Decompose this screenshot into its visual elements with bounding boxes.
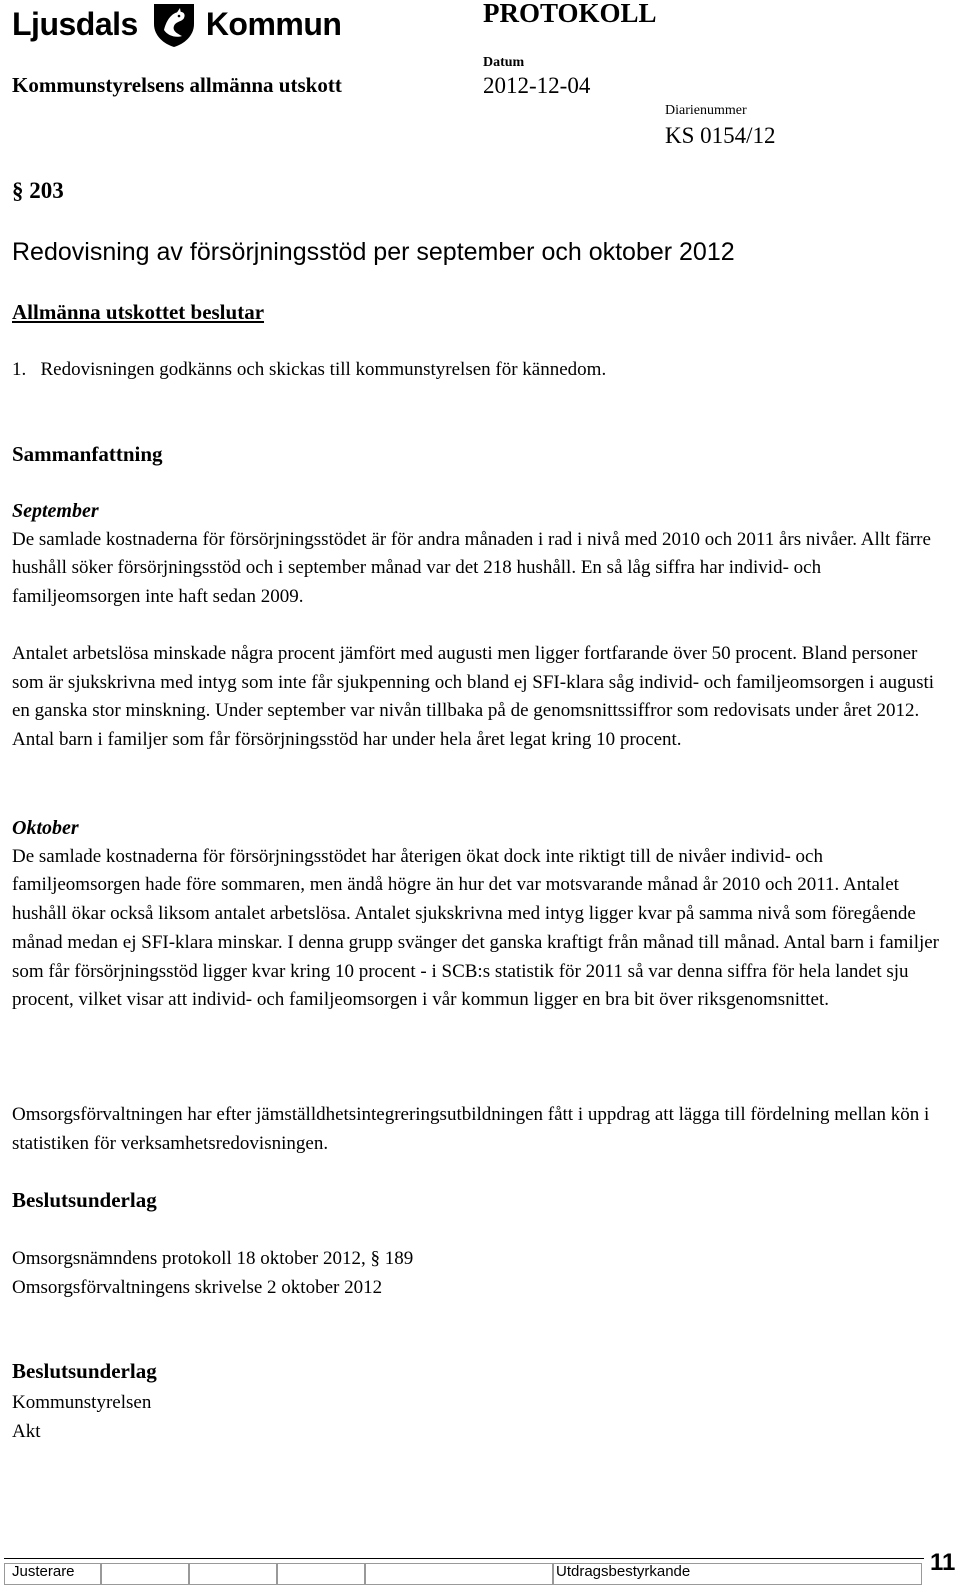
logo-text-right: Kommun <box>205 5 342 42</box>
oktober-section <box>12 814 942 1015</box>
date-label: Datum <box>483 55 525 70</box>
coat-of-arms-icon <box>150 0 198 48</box>
page-title: Redovisning av försörjningsstöd per september och oktober 2012 <box>12 238 735 266</box>
summary-heading: Sammanfattning <box>12 442 163 466</box>
decision-item: 1. Redovisningen godkänns och skickas till kommunstyrelsen för kännedom. <box>12 359 607 380</box>
footer-initials-box-5 <box>364 1563 554 1585</box>
document-type: PROTOKOLL <box>483 0 657 28</box>
basis-heading: Beslutsunderlag <box>12 1188 157 1212</box>
logo-text-left: Ljusdals <box>12 5 138 42</box>
distribution-list <box>12 1389 942 1446</box>
decision-heading: Allmänna utskottet beslutar <box>12 300 265 324</box>
footer-justerare-label: Justerare <box>12 1563 75 1580</box>
september-heading: September <box>12 500 99 522</box>
oktober-heading: Oktober <box>12 817 79 839</box>
page-number: 11 <box>930 1549 956 1576</box>
oktober-paragraph: De samlade kostnaderna för försörjningsstödet har återigen ökat dock inte riktigt till de nivåer individ- och familjeomsorgen hade före sommaren, men ändå högre än hur det var motsvarande månad år 2010 och 2011. Antalet hushåll ökar också liksom antalet arbetslösa. Antalet sjukskrivna med intyg ligger kvar på samma nivå som föregående månad medan ej SFI-klara minskar. I denna grupp svänger det ganska kraftigt från månad till månad. Antal barn i familjer som får försörjningsstöd ligger kvar kring 10 procent - i SCB:s statistik för 2011 så var denna siffra för hela landet sju procent, vilket visar att individ- och familjeomsorgen i vår kommun ligger en bra bit över riksgenomsnittet. <box>12 845 940 1011</box>
distribution-heading: Beslutsunderlag <box>12 1359 157 1383</box>
distribution-item: Akt <box>12 1420 41 1442</box>
footer-initials-box-2 <box>100 1563 190 1585</box>
committee-name: Kommunstyrelsens allmänna utskott <box>12 73 342 97</box>
municipality-logo <box>12 2 341 46</box>
footer-initials-box-4 <box>276 1563 366 1585</box>
basis-item: Omsorgsnämndens protokoll 18 oktober 2012, § 189 <box>12 1248 414 1269</box>
september-paragraph-1: De samlade kostnaderna för försörjningsstödet är för andra månaden i rad i nivå med 2010 och 2011 års nivåer. Allt färre hushåll söker försörjningsstöd och i september månad var det 218 hushåll. En så låg siffra har individ- och familjeomsorgen inte haft sedan 2009. <box>12 528 931 608</box>
basis-item: Omsorgsförvaltningens skrivelse 2 oktober 2012 <box>12 1276 383 1298</box>
september-section <box>12 497 942 612</box>
basis-list <box>12 1245 942 1302</box>
paragraph-number: § 203 <box>12 178 64 203</box>
september-paragraph-2: Antalet arbetslösa minskade några procent jämfört med augusti men ligger fortfarande över 50 procent. Bland personer som är sjukskrivna med intyg som inte får sjukpenning och bland ej SFI-klara såg individ- och familjeomsorgen i augusti en ganska stor minskning. Under september var nivån tillbaka på de genomsnittssiffror som redovisats under året 2012. Antal barn i familjer som får försörjningsstöd har under hela året legat kring 10 procent. <box>12 643 935 751</box>
footer-divider <box>4 1558 924 1559</box>
footer-utdragsbestyrkande-label: Utdragsbestyrkande <box>556 1563 691 1580</box>
registration-number-value: KS 0154/12 <box>665 123 776 148</box>
closing-paragraph: Omsorgsförvaltningen har efter jämställdhetsintegreringsutbildningen fått i uppdrag att lägga till fördelning mellan kön i statistiken för verksamhetsredovisningen. <box>12 1104 930 1154</box>
registration-number-label: Diarienummer <box>665 103 747 118</box>
date-value: 2012-12-04 <box>483 73 591 98</box>
distribution-item: Kommunstyrelsen <box>12 1392 152 1413</box>
footer-initials-box-3 <box>188 1563 278 1585</box>
